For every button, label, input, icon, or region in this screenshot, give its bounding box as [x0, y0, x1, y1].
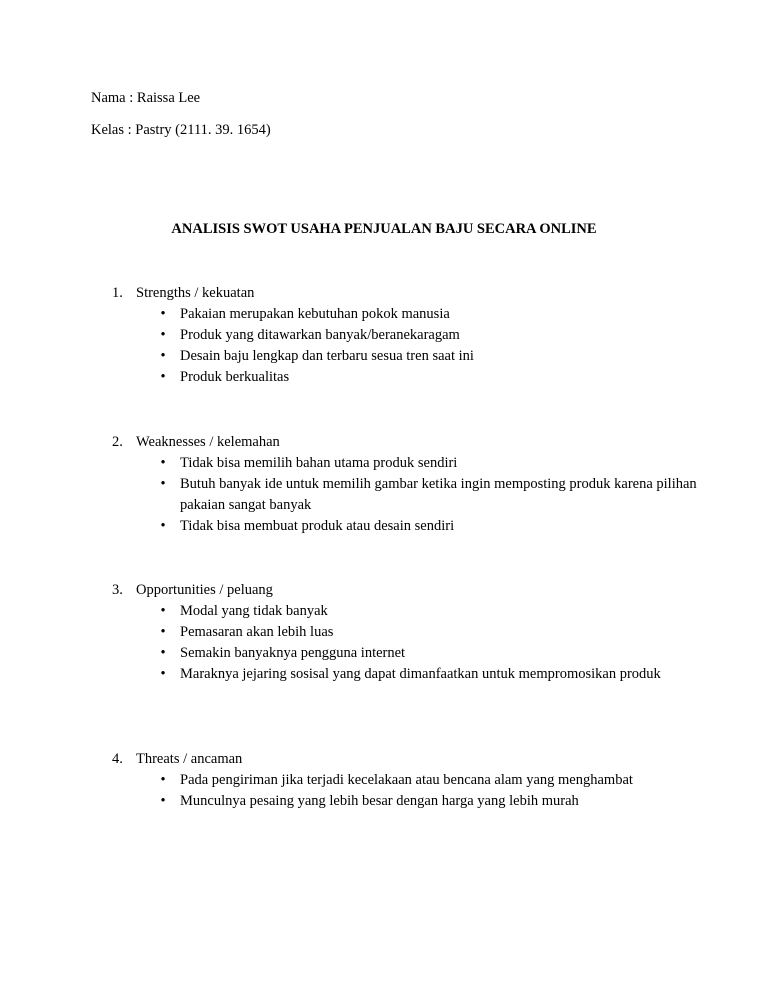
section-opportunities	[112, 580, 712, 685]
bullet-icon: •	[160, 455, 166, 471]
section-heading	[112, 432, 712, 453]
list-item-text: Modal yang tidak banyak	[180, 603, 328, 619]
list-item	[112, 770, 712, 791]
list-item-text: Produk berkualitas	[180, 369, 290, 385]
student-name-line: Nama : Raissa Lee	[91, 90, 201, 106]
list-item-text: Maraknya jejaring sosisal yang dapat dimanfaatkan untuk mempromosikan produk	[180, 666, 661, 682]
list-item	[112, 453, 712, 474]
list-item-text: Butuh banyak ide untuk memilih gambar ketika ingin memposting produk karena pilihan pakaian sangat banyak	[180, 476, 697, 513]
bullet-icon: •	[160, 476, 166, 492]
bullet-icon: •	[160, 793, 166, 809]
section-weaknesses	[112, 432, 712, 537]
bullet-icon: •	[160, 666, 166, 682]
list-item	[112, 622, 712, 643]
bullet-icon: •	[160, 624, 166, 640]
bullet-list	[112, 304, 712, 388]
bullet-list	[112, 770, 712, 812]
section-number: 2.	[112, 434, 123, 450]
list-item	[112, 346, 712, 367]
section-title: Strengths / kekuatan	[136, 285, 255, 301]
section-heading	[112, 749, 712, 770]
bullet-list	[112, 453, 712, 537]
section-title: Threats / ancaman	[136, 751, 243, 767]
list-item	[112, 643, 712, 664]
section-number: 4.	[112, 751, 123, 767]
list-item-text: Pakaian merupakan kebutuhan pokok manusia	[180, 306, 450, 322]
bullet-icon: •	[160, 772, 166, 788]
list-item-text: Tidak bisa memilih bahan utama produk sendiri	[180, 455, 458, 471]
student-class-line: Kelas : Pastry (2111. 39. 1654)	[91, 122, 271, 138]
list-item	[112, 664, 712, 685]
section-heading	[112, 283, 712, 304]
list-item	[112, 601, 712, 622]
list-item	[112, 304, 712, 325]
section-strengths	[112, 283, 712, 388]
list-item	[112, 474, 712, 516]
list-item-text: Desain baju lengkap dan terbaru sesua tren saat ini	[180, 348, 474, 364]
section-title: Opportunities / peluang	[136, 582, 273, 598]
list-item	[112, 367, 712, 388]
bullet-icon: •	[160, 306, 166, 322]
list-item	[112, 791, 712, 812]
bullet-icon: •	[160, 348, 166, 364]
list-item-text: Pada pengiriman jika terjadi kecelakaan atau bencana alam yang menghambat	[180, 772, 633, 788]
bullet-icon: •	[160, 327, 166, 343]
list-item-text: Tidak bisa membuat produk atau desain sendiri	[180, 518, 455, 534]
section-title: Weaknesses / kelemahan	[136, 434, 280, 450]
list-item	[112, 516, 712, 537]
bullet-icon: •	[160, 603, 166, 619]
bullet-icon: •	[160, 645, 166, 661]
section-number: 1.	[112, 285, 123, 301]
bullet-list	[112, 601, 712, 685]
section-heading	[112, 580, 712, 601]
list-item-text: Semakin banyaknya pengguna internet	[180, 645, 406, 661]
list-item-text: Pemasaran akan lebih luas	[180, 624, 334, 640]
list-item	[112, 325, 712, 346]
document-title: ANALISIS SWOT USAHA PENJUALAN BAJU SECARA ONLINE	[171, 221, 597, 237]
list-item-text: Munculnya pesaing yang lebih besar dengan harga yang lebih murah	[180, 793, 579, 809]
bullet-icon: •	[160, 369, 166, 385]
section-number: 3.	[112, 582, 123, 598]
list-item-text: Produk yang ditawarkan banyak/beranekaragam	[180, 327, 460, 343]
bullet-icon: •	[160, 518, 166, 534]
section-threats	[112, 749, 712, 812]
